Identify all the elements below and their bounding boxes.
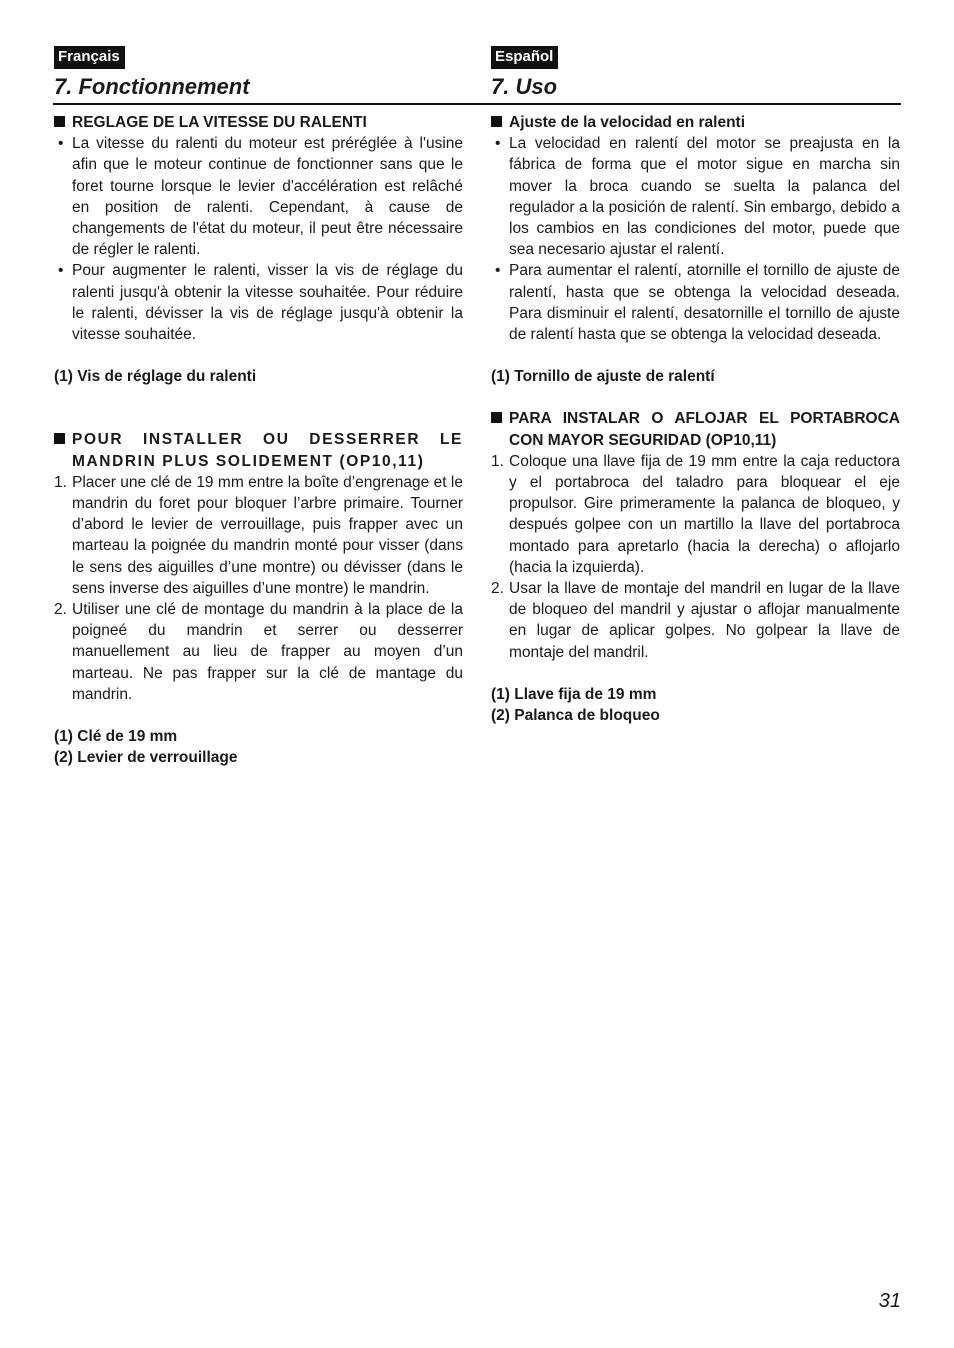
bullet-item: • Pour augmenter le ralenti, visser la vis de réglage du ralenti jusqu'à obtenir la vitesse souhaitée. Pour réduire le ralenti, dévisser la vis de réglage jusqu'à obtenir la vitesse souhaitée. [58,262,463,344]
header-espanol [491,46,900,100]
caption: (2) Palanca de bloqueo [491,707,660,725]
caption: (1) Tornillo de ajuste de ralentí [491,368,715,386]
square-bullet-icon [54,433,65,444]
numbered-step: 1. Coloque una llave fija de 19 mm entre la caja reductora y el portabroca del taladro para bloquear el eje propulsor. Gire primeramente la palanca de bloqueo, y después golpee con un martillo la llave del portabroca montado para apretarlo (hacia la derecha) o aflojarlo (hacia la izquierda). [491,452,900,576]
bullet-item: • La velocidad en ralentí del motor se preajusta en la fábrica de forma que el motor sigue en marcha sin mover la broca cuando se suelta la palanca del regulador a la posición de ralentí. Sin embargo, debido a los cambios en las condiciones del motor, puede que sea necesario ajustar el ralentí. [495,135,900,259]
caption: (1) Vis de réglage du ralenti [54,368,257,386]
numbered-step: 2. Usar la llave de montaje del mandril en lugar de la llave de bloqueo del mandril y ajustar o aflojar manualmente en lugar de aplicar golpes. No golpear la llave de montaje del mandril. [491,580,900,661]
heading-idle-speed-fr: REGLAGE DE LA VITESSE DU RALENTI [54,112,463,133]
caption: (1) Clé de 19 mm [54,728,178,746]
page-number: 31 [878,1290,901,1312]
square-bullet-icon [54,116,65,127]
heading-idle-speed-es: Ajuste de la velocidad en ralenti [491,112,900,133]
heading-chuck-fr: POUR INSTALLER OU DESSERRER LE MANDRIN PLUS SOLIDEMENT (OP10,11) [54,429,463,471]
section-title-espanol: 7. Uso [491,74,558,99]
square-bullet-icon [491,412,502,423]
header-francais [54,46,463,100]
language-tab-espanol: Español [491,46,558,69]
heading-chuck-es: PARA INSTALAR O AFLOJAR EL PORTABROCA CON MAYOR SEGURIDAD (OP10,11) [491,408,900,450]
column-espanol [491,112,900,726]
header-divider [53,103,901,105]
bullet-item: • La vitesse du ralenti du moteur est préréglée à l'usine afin que le moteur continue de fonctionner sans que le foret tourne lorsque le levier d'accélération est relâché en position de ralenti. Cependant, à cause de changements de l'état du moteur, il peut être nécessaire de régler le ralenti. [58,135,463,259]
column-francais [54,112,463,768]
bullet-item: • Para aumentar el ralentí, atornille el tornillo de ajuste de ralentí, hasta que se obtenga la velocidad deseada. Para disminuir el ralentí, desatornille el tornillo de ajuste de ralentí hasta que se obtenga la velocidad deseada. [495,262,900,344]
numbered-step: 1. Placer une clé de 19 mm entre la boîte d’engrenage et le mandrin du foret pour bloquer l’arbre primaire. Tourner d’abord le levier de verrouillage, puis frapper avec un marteau la poignée du mandrin monté pour visser (dans le sens des aiguilles d’une montre) ou dévisser (dans le sens inverse des aiguilles d’une montre) le mandrin. [54,473,463,597]
caption: (2) Levier de verrouillage [54,749,238,767]
numbered-step: 2. Utiliser une clé de montage du mandrin à la place de la poigneé du mandrin et serrer ou desserrer manuellement au lieu de frapper au moyen d’un marteau. Ne pas frapper sur la clé de mantage du mandrin. [54,601,463,703]
language-tab-francais: Français [54,46,125,69]
caption: (1) Llave fija de 19 mm [491,685,657,703]
section-title-francais: 7. Fonctionnement [54,74,250,99]
square-bullet-icon [491,116,502,127]
